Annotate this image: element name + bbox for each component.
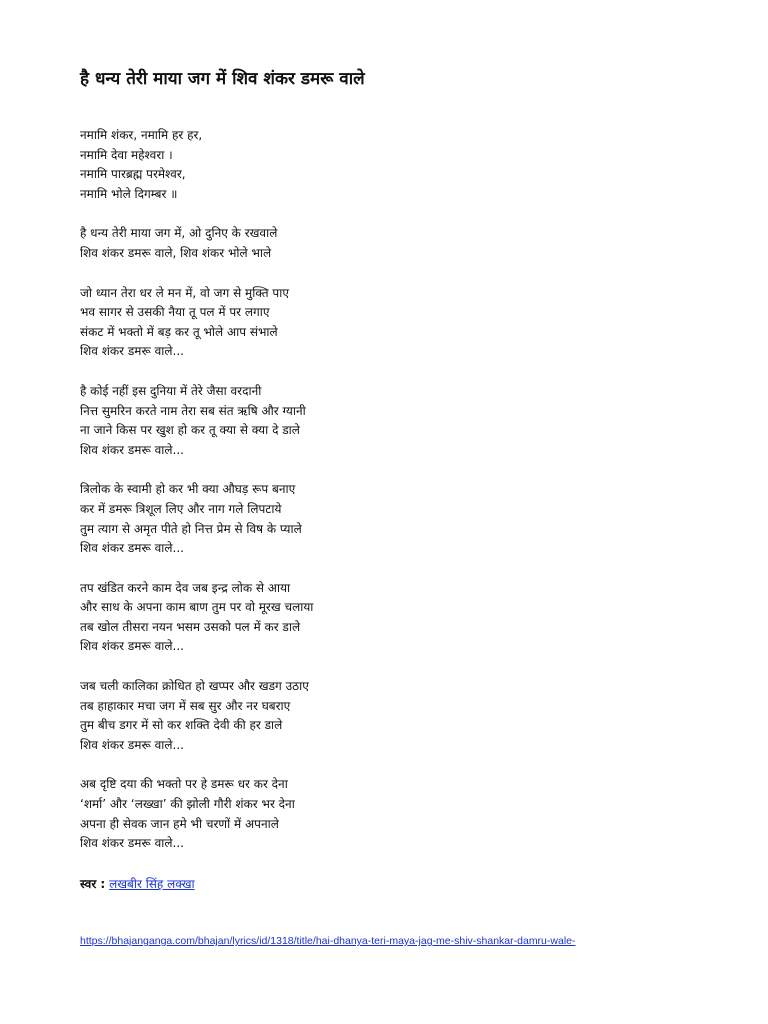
lyric-line: शिव शंकर डमरू वाले... [80,639,184,654]
lyric-line: तब हाहाकार मचा जग में सब सुर और नर घबराए [80,698,291,713]
lyric-line: शिव शंकर डमरू वाले... [80,737,184,752]
stanza [80,579,700,657]
lyric-line: त्रिलोक के स्वामी हो कर भी क्या औघड़ रूप बनाए [80,482,296,497]
stanza [80,126,700,204]
lyric-line: तब खोल तीसरा नयन भसम उसको पल में कर डाले [80,619,301,634]
lyric-line: शिव शंकर डमरू वाले... [80,541,184,556]
lyric-line: शिव शंकर डमरू वाले, शिव शंकर भोले भाले [80,245,272,260]
lyric-line: ना जाने किस पर खुश हो कर तू क्या से क्या दे डाले [80,423,300,438]
singer-credit [80,875,195,892]
lyric-line: संकट में भक्तो में बड़ कर तू भोले आप संभाले [80,324,278,339]
lyric-line: ‘शर्मा’ और ‘लख्खा’ की झोली गौरी शंकर भर देना [80,797,295,812]
lyric-line: अब दृष्टि दया की भक्तो पर हे डमरू धर कर देना [80,777,288,792]
lyric-line: नित्त सुमरिन करते नाम तेरा सब संत ऋषि और ग्यानी [80,403,306,418]
lyric-line: तुम बीच डगर में सो कर शक्ति देवी की हर डाले [80,718,283,733]
lyric-line: तप खंडित करने काम देव जब इन्द्र लोक से आया [80,580,291,595]
lyric-line: शिव शंकर डमरू वाले... [80,344,184,359]
lyric-line: तुम त्याग से अमृत पीते हो नित्त प्रेम से विष के प्याले [80,521,302,536]
stanza [80,284,700,362]
stanza [80,775,700,853]
lyric-line: कर में डमरू त्रिशूल लिए और नाग गले लिपटाये [80,501,282,516]
stanza [80,677,700,755]
lyric-line: भव सागर से उसकी नैया तू पल में पर लगाए [80,305,270,320]
lyric-line: नमामि देवा महेश्वरा । [80,147,173,162]
singer-name-link[interactable]: लखबीर सिंह लक्खा [109,877,195,891]
lyrics-body [80,126,700,874]
lyric-line: नमामि भोले दिगम्बर ॥ [80,186,178,201]
lyric-line: अपना ही सेवक जान हमे भी चरणों में अपनाले [80,816,279,831]
stanza [80,480,700,558]
lyric-line: है कोई नहीं इस दुनिया में तेरे जैसा वरदानी [80,383,262,398]
lyric-line: है धन्य तेरी माया जग में, ओ दुनिए के रखवाले [80,226,278,241]
lyric-line: जब चली कालिका क्रोधित हो खप्पर और खडग उठाए [80,679,309,694]
page-title: है धन्य तेरी माया जग में शिव शंकर डमरू वाले [80,69,365,89]
lyric-line: नमामि शंकर, नमामि हर हर, [80,128,203,142]
lyric-line: शिव शंकर डमरू वाले... [80,442,184,457]
source-url-link[interactable]: https://bhajanganga.com/bhajan/lyrics/id/1318/title/hai-dhanya-teri-maya-jag-me-shiv-shankar-damru-wale- [80,935,576,947]
lyric-line: शिव शंकर डमरू वाले... [80,836,184,851]
stanza [80,382,700,460]
singer-label: स्वर : [80,877,106,891]
stanza [80,224,700,263]
lyric-line: नमामि पारब्रह्म परमेश्वर, [80,167,186,182]
lyric-line: जो ध्यान तेरा धर ले मन में, वो जग से मुक्ति पाए [80,285,289,300]
lyric-line: और साध के अपना काम बाण तुम पर वो मूरख चलाया [80,600,314,615]
